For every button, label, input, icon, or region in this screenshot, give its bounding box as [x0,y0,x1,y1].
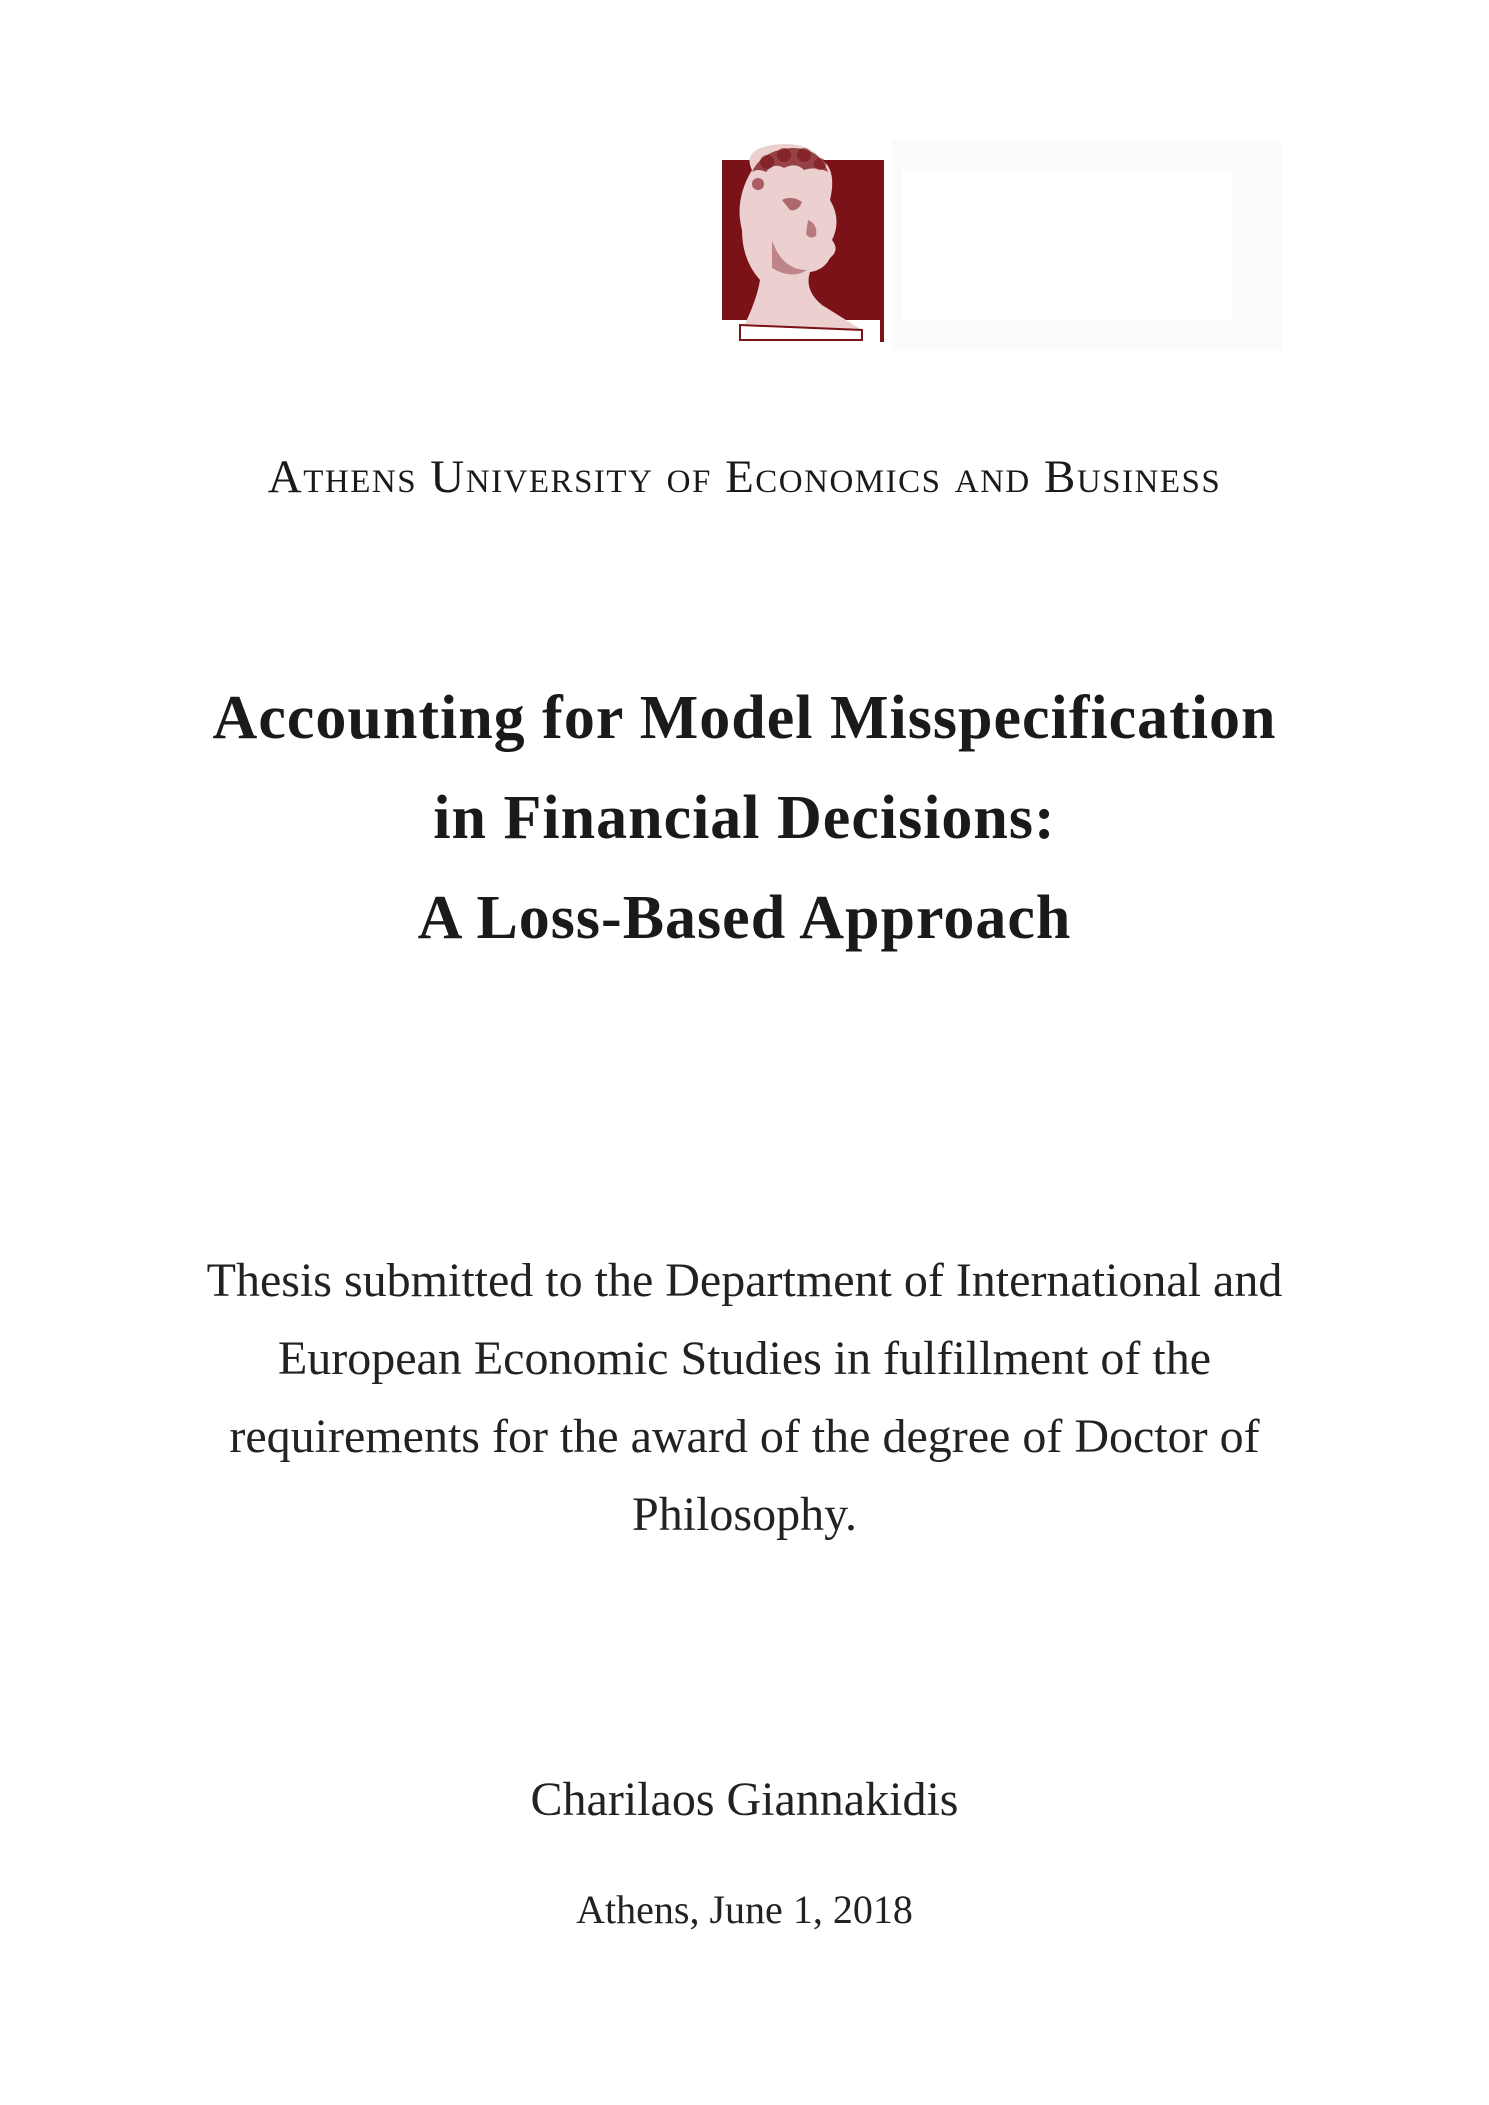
thesis-title [0,668,1489,968]
title-line: A Loss-Based Approach [417,884,1072,952]
author-name: Charilaos Giannakidis [530,1773,959,1826]
university-name: Athens University of Economics and Business [267,451,1222,503]
thesis-line: Philosophy. [632,1488,857,1541]
thesis-line: Thesis submitted to the Department of International and [206,1254,1283,1307]
thesis-line: European Economic Studies in fulfillment of the [277,1332,1212,1385]
thesis-line: requirements for the award of the degree of Doctor of [229,1410,1260,1463]
athena-head-logo-icon [712,140,1282,350]
university-logo [712,140,1282,350]
title-line: in Financial Decisions: [433,784,1056,852]
title-line: Accounting for Model Misspecification [212,684,1277,752]
thesis-statement [0,1242,1489,1554]
submission-date: Athens, June 1, 2018 [576,1887,913,1932]
